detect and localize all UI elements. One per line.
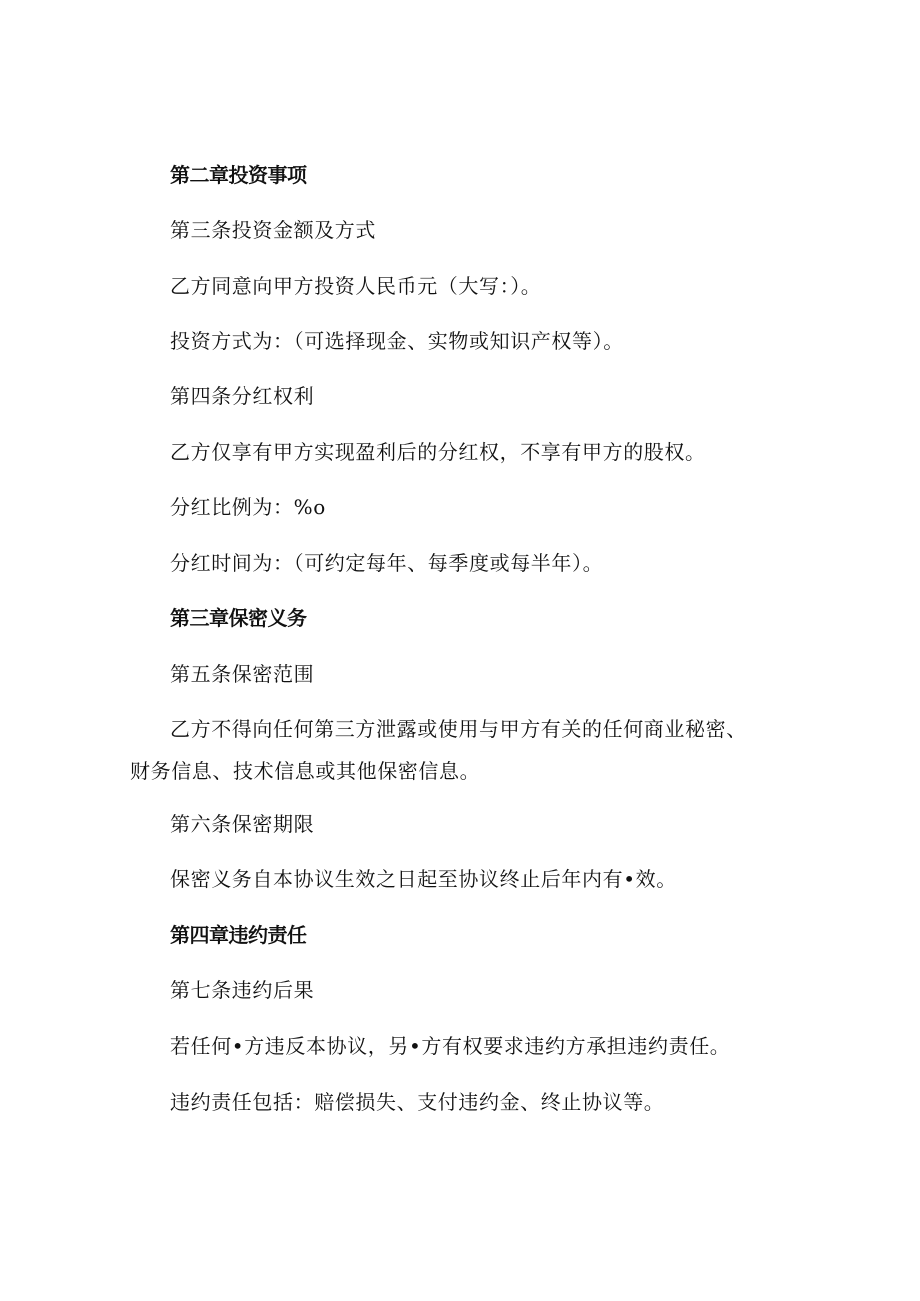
body-paragraph: 乙方同意向甲方投资人民币元（大写：）。 [170, 274, 542, 298]
chapter-heading: 第四章违约责任 [170, 923, 307, 947]
chapter-heading: 第二章投资事项 [170, 163, 307, 187]
body-paragraph: 违约责任包括：赔偿损失、支付违约金、终止协议等。 [170, 1090, 665, 1114]
body-paragraph: 投资方式为：（可选择现金、实物或知识产权等）。 [170, 329, 624, 353]
body-paragraph: 乙方仅享有甲方实现盈利后的分红权，不享有甲方的股权。 [170, 440, 706, 464]
article-title: 第五条保密范围 [170, 662, 315, 686]
article-title: 第四条分红权利 [170, 384, 315, 408]
body-paragraph: 保密义务自本协议生效之日起至协议终止后年内有•效。 [170, 867, 677, 891]
article-title: 第七条违约后果 [170, 978, 315, 1002]
article-title: 第六条保密期限 [170, 812, 315, 836]
body-paragraph: 分红比例为：%o [170, 495, 326, 519]
body-paragraph: 若任何•方违反本协议，另•方有权要求违约方承担违约责任。 [170, 1034, 731, 1058]
body-paragraph: 乙方不得向任何第三方泄露或使用与甲方有关的任何商业秘密、财务信息、技术信息或其他保密信息。 [130, 717, 747, 783]
article-title: 第三条投资金额及方式 [170, 218, 376, 242]
body-paragraph: 分红时间为：（可约定每年、每季度或每半年）。 [170, 551, 604, 575]
chapter-heading: 第三章保密义务 [170, 606, 307, 630]
